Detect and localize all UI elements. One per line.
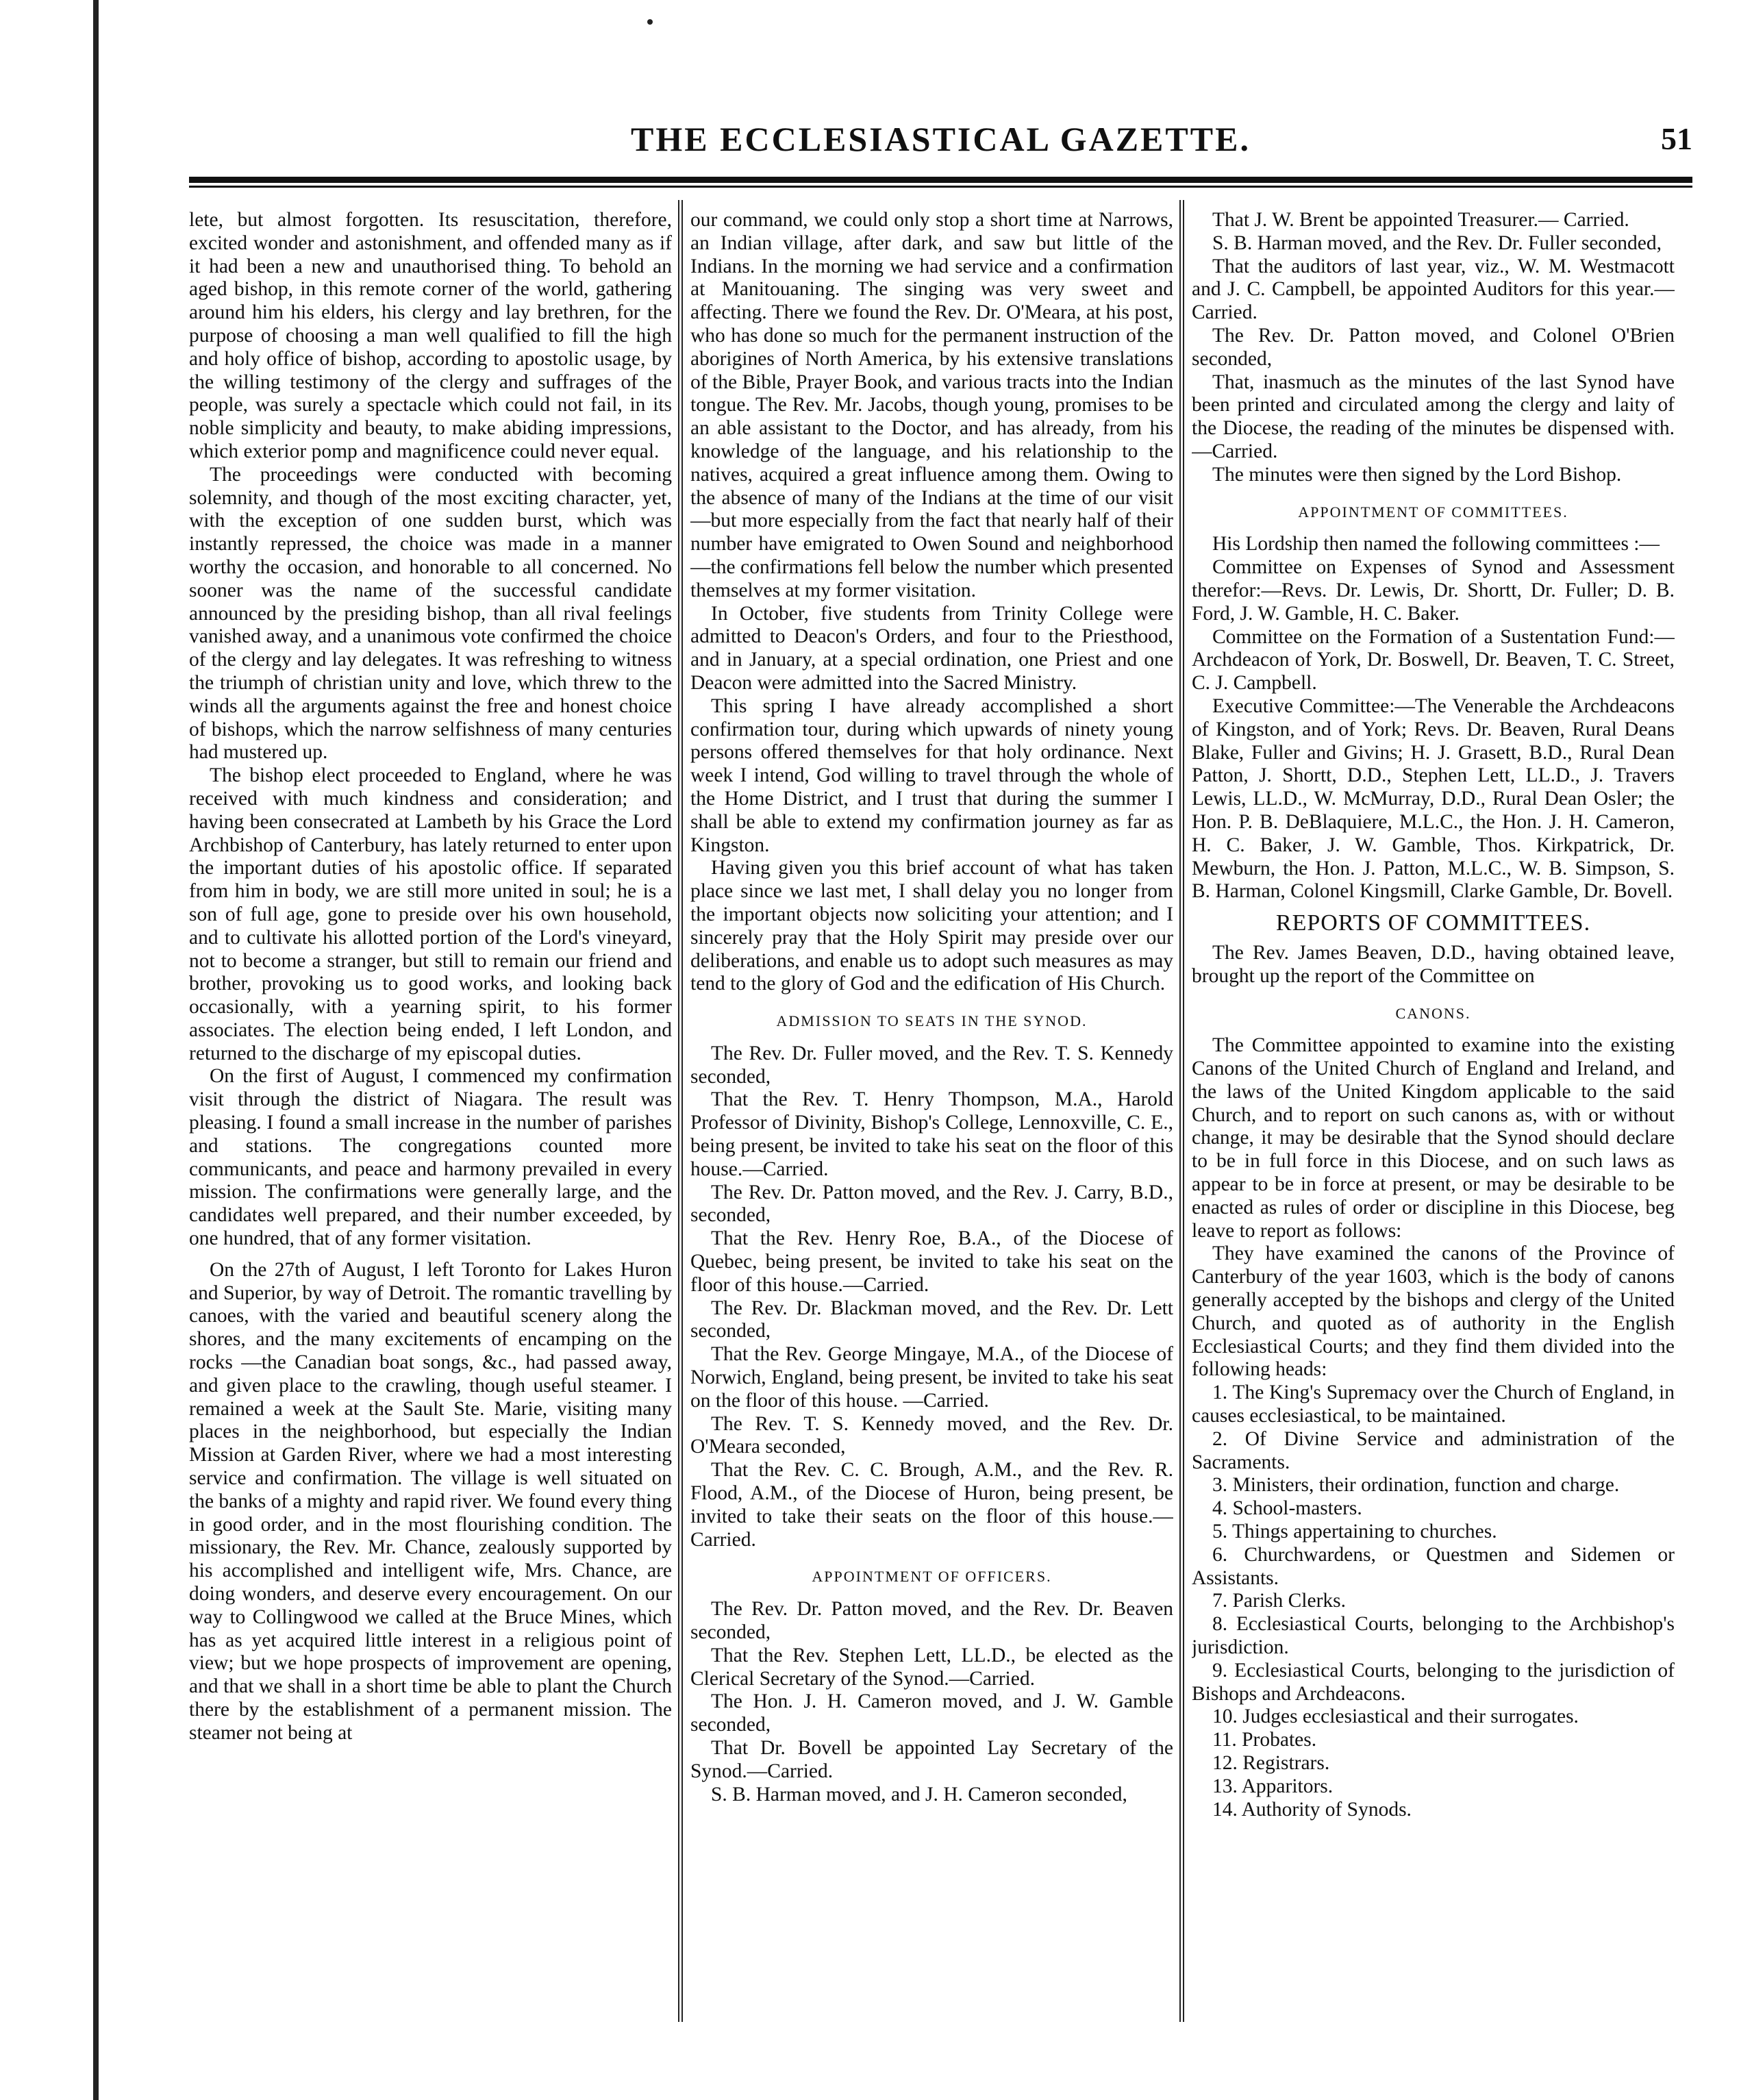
list-item: 11. Probates.	[1212, 1729, 1317, 1751]
resolution: That the Rev. Stephen Lett, LL.D., be elected as the Clerical Secretary of the Synod.—Carried.	[690, 1644, 1173, 1690]
resolution: That J. W. Brent be appointed Treasurer.— Carried.	[1212, 209, 1629, 231]
section-heading-committees: APPOINTMENT OF COMMITTEES.	[1298, 503, 1568, 521]
paragraph: His Lordship then named the following committees :—	[1212, 533, 1660, 555]
page-number: 51	[1661, 121, 1692, 156]
list-item: 13. Apparitors.	[1212, 1775, 1334, 1797]
page-binding-edge	[93, 0, 99, 2100]
section-heading-admission: ADMISSION TO SEATS IN THE SYNOD.	[776, 1012, 1088, 1030]
list-item: 3. Ministers, their ordination, function and charge.	[1212, 1474, 1620, 1497]
paragraph: On the first of August, I commenced my confirmation visit through the district of Niagara. The result was pleasing. I found a small increase in the number of parishes and stations. The congregations counted more communicants, and peace and harmony prevailed in every mission. The confirmations were generally large, and the candidates well prepared, and their number exceeded, by one hundred, that of any former visitation.	[189, 1065, 672, 1250]
resolution: That the Rev. T. Henry Thompson, M.A., Harold Professor of Divinity, Bishop's College, Lennoxville, C. E., being present, be invited to take his seat on the floor of this house.—Carried.	[690, 1088, 1173, 1180]
resolution: That the Rev. Henry Roe, B.A., of the Diocese of Quebec, being present, be invited to take his seat on the floor of this house.—Carried.	[690, 1227, 1173, 1296]
paragraph: They have examined the canons of the Province of Canterbury of the year 1603, which is the body of canons generally accepted by the bishops and clergy of the United Church, and quoted as of authority in the English Ecclesiastical Courts; and they find them divided into the following heads:	[1192, 1242, 1675, 1381]
section-heading-canons: CANONS.	[1395, 1004, 1471, 1022]
paragraph: In October, five students from Trinity College were admitted to Deacon's Orders, and four to the Priesthood, and in January, at a special ordination, one Priest and one Deacon were admitted into the Sacred Ministry.	[690, 602, 1173, 694]
column-right	[1192, 209, 1675, 2017]
column-divider	[678, 200, 683, 2022]
motion: S. B. Harman moved, and J. H. Cameron seconded,	[711, 1783, 1127, 1805]
motion: The Rev. Dr. Patton moved, and Colonel O'Brien seconded,	[1192, 324, 1675, 370]
column-middle	[690, 209, 1173, 2017]
running-header	[189, 115, 1692, 163]
motion: The Rev. Dr. Patton moved, and the Rev. Dr. Beaven seconded,	[690, 1598, 1173, 1644]
section-heading-reports: REPORTS OF COMMITTEES.	[1275, 910, 1591, 936]
motion: The Rev. Dr. Patton moved, and the Rev. J. Carry, B.D., seconded,	[690, 1181, 1173, 1227]
list-item: 1. The King's Supremacy over the Church of England, in causes ecclesiastical, to be maintained.	[1192, 1382, 1675, 1427]
committee-entry: Executive Committee:—The Venerable the Archdeacons of Kingston, and of York; Revs. Dr. Beaven, Rural Deans Blake, Fuller and Givins; H. J. Grasett, B.D., Rural Dean Patton, J. Shortt, D.D., Stephen Lett, LL.D., J. Travers Lewis, LL.D., W. McMurray, D.D., Rural Dean Osler; the Hon. P. B. DeBlaquiere, M.L.C., the Hon. J. H. Cameron, H. C. Baker, J. W. Gamble, Thos. Kirkpatrick, Dr. Mewburn, the Hon. J. Patton, M.L.C., W. B. Simpson, S. B. Harman, Colonel Kingsmill, Clarke Gamble, Dr. Bovell.	[1192, 695, 1675, 903]
paragraph: Having given you this brief account of what has taken place since we last met, I shall delay you no longer from the important objects now soliciting your attention; and I sincerely pray that the Holy Spirit may preside over our deliberations, and enable us to adopt such measures as may tend to the glory of God and the edification of His Church.	[690, 857, 1173, 995]
paragraph: This spring I have already accomplished a short confirmation tour, during which upwards of ninety young persons offered themselves for that holy ordinance. Next week I intend, God willing to travel through the whole of the Home District, and I trust that during the summer I shall be able to extend my confirmation journey as far as Kingston.	[690, 695, 1173, 856]
list-item: 14. Authority of Synods.	[1212, 1798, 1412, 1821]
motion: The Rev. T. S. Kennedy moved, and the Rev. Dr. O'Meara seconded,	[690, 1412, 1173, 1458]
resolution: That the Rev. C. C. Brough, A.M., and the Rev. R. Flood, A.M., of the Diocese of Huron, being present, be invited to take their seats on the floor of this house.—Carried.	[690, 1459, 1173, 1551]
resolution: That the auditors of last year, viz., W. M. Westmacott and J. C. Campbell, be appointed Auditors for this year.—Carried.	[1192, 255, 1675, 324]
motion: S. B. Harman moved, and the Rev. Dr. Fuller seconded,	[1212, 232, 1662, 254]
motion: The Hon. J. H. Cameron moved, and J. W. Gamble seconded,	[690, 1690, 1173, 1736]
paragraph: lete, but almost forgotten. Its resuscitation, therefore, excited wonder and astonishment, and offended many as if it had been a new and unauthorised thing. To behold an aged bishop, in this remote corner of the world, gathering around him his elders, his clergy and lay brethren, for the purpose of choosing a man well qualified to fill the high and holy office of bishop, according to apostolic usage, by the willing testimony of the clergy and suffrages of the people, was surely a spectacle which could not fail, in its noble simplicity and beauty, to make abiding impressions, which exterior pomp and magnificence could never equal.	[189, 209, 672, 462]
list-item: 9. Ecclesiastical Courts, belonging to the jurisdiction of Bishops and Archdeacons.	[1192, 1659, 1675, 1705]
list-item: 8. Ecclesiastical Courts, belonging to the Archbishop's jurisdiction.	[1192, 1613, 1675, 1659]
list-item: 5. Things appertaining to churches.	[1212, 1521, 1497, 1543]
list-item: 12. Registrars.	[1212, 1752, 1330, 1774]
ink-speck	[647, 19, 653, 25]
paragraph: The proceedings were conducted with becoming solemnity, and though of the most exciting character, yet, with the exception of one sudden burst, which was instantly repressed, the choice was made in a manner worthy the occasion, and honorable to all concerned. No sooner was the name of the successful candidate announced by the presiding bishop, than all rival feelings vanished away, and a unanimous vote confirmed the choice of the clergy and lay delegates. It was refreshing to witness the triumph of christian unity and love, which threw to the winds all the arguments against the free and honest choice of bishops, which the narrow selfishness of many centuries had mustered up.	[189, 463, 672, 764]
column-left	[189, 209, 672, 2017]
list-item: 4. School-masters.	[1212, 1497, 1362, 1520]
paragraph: On the 27th of August, I left Toronto for Lakes Huron and Superior, by way of Detroit. The romantic travelling by canoes, with the varied and beautiful scenery along the shores, and the many excitements of encamping on the rocks —the Canadian boat songs, &c., had passed away, and given place to the crawling, though useful steamer. I remained a week at the Sault Ste. Marie, visiting many places in the neighborhood, but especially the Indian Mission at Garden River, where we had a most interesting service and confirmation. The village is well situated on the banks of a mighty and rapid river. We found every thing in good order, and in the most flourishing condition. The missionary, the Rev. Mr. Chance, zealously supported by his accomplished and intelligent wife, Mrs. Chance, are doing wonders, and deserve every encouragement. On our way to Collingwood we called at the Bruce Mines, which has as yet acquired little interest in a religious point of view; but we hope prospects of improvement are opening, and that we shall in a short time be able to plant the Church there by the establishment of a permanent mission. The steamer not being at	[189, 1258, 672, 1744]
paragraph: our command, we could only stop a short time at Narrows, an Indian village, after dark, and saw but little of the Indians. In the morning we had service and a confirmation at Manitouaning. The singing was very sweet and affecting. There we found the Rev. Dr. O'Meara, at his post, who has done so much for the permanent instruction of the aborigines of North America, by his extensive translations of the Bible, Prayer Book, and various tracts into the Indian tongue. The Rev. Mr. Jacobs, though young, promises to be an able assistant to the Doctor, and has already, from his knowledge of the language, and his relationship to the natives, acquired a great influence among them. Owing to the absence of many of the Indians at the time of our visit—but more especially from the fact that nearly half of their number have emigrated to Owen Sound and neighborhood—the confirmations fell below the number which presented themselves at my former visitation.	[690, 209, 1173, 601]
header-rule-thin	[189, 186, 1692, 188]
resolution: That Dr. Bovell be appointed Lay Secretary of the Synod.—Carried.	[690, 1737, 1173, 1782]
list-item: 6. Churchwardens, or Questmen and Sidemen or Assistants.	[1192, 1543, 1675, 1589]
paragraph: The Committee appointed to examine into the existing Canons of the United Church of England and Ireland, and the laws of the United Kingdom applicable to the said Church, and to report on such canons as, with or without change, it may be desirable that the Synod should declare to be in full force in this Diocese, and on such laws as appear to be in force at present, or may be desirable to be enacted as rules of order or discipline in this Diocese, beg leave to report as follows:	[1192, 1034, 1675, 1242]
paragraph: The Rev. James Beaven, D.D., having obtained leave, brought up the report of the Committee on	[1192, 941, 1675, 987]
resolution: That the Rev. George Mingaye, M.A., of the Diocese of Norwich, England, being present, be invited to take his seat on the floor of this house. —Carried.	[690, 1343, 1173, 1412]
motion: The Rev. Dr. Fuller moved, and the Rev. T. S. Kennedy seconded,	[690, 1042, 1173, 1088]
paragraph: The minutes were then signed by the Lord Bishop.	[1212, 463, 1622, 486]
section-heading-officers: APPOINTMENT OF OFFICERS.	[812, 1568, 1052, 1586]
resolution: That, inasmuch as the minutes of the last Synod have been printed and circulated among the clergy and laity of the Diocese, the reading of the minutes be dispensed with.—Carried.	[1192, 371, 1675, 462]
committee-entry: Committee on Expenses of Synod and Assessment therefor:—Revs. Dr. Lewis, Dr. Shortt, Dr. Fuller; D. B. Ford, J. W. Gamble, H. C. Baker.	[1192, 556, 1675, 625]
header-rule	[189, 177, 1692, 183]
publication-title: THE ECCLESIASTICAL GAZETTE.	[631, 120, 1251, 158]
committee-entry: Committee on the Formation of a Sustentation Fund:—Archdeacon of York, Dr. Boswell, Dr. Beaven, T. C. Street, C. J. Campbell.	[1192, 625, 1675, 695]
motion: The Rev. Dr. Blackman moved, and the Rev. Dr. Lett seconded,	[690, 1297, 1173, 1342]
paragraph: The bishop elect proceeded to England, where he was received with much kindness and consideration; and having been consecrated at Lambeth by his Grace the Lord Archbishop of Canterbury, has lately returned to enter upon the important duties of his apostolic office. If separated from him in body, we are still more united in soul; he is a son of full age, gone to preside over his own household, and to cultivate his allotted portion of the Lord's vineyard, not to become a stranger, but still to remain our friend and brother, provoking us to good works, and looking back occasionally, with a yearning spirit, to his former associates. The election being ended, I left London, and returned to the discharge of my episcopal duties.	[189, 764, 672, 1064]
column-divider	[1179, 200, 1184, 2022]
list-item: 7. Parish Clerks.	[1212, 1590, 1347, 1612]
list-item: 10. Judges ecclesiastical and their surrogates.	[1212, 1705, 1579, 1728]
list-item: 2. Of Divine Service and administration of the Sacraments.	[1192, 1427, 1675, 1473]
